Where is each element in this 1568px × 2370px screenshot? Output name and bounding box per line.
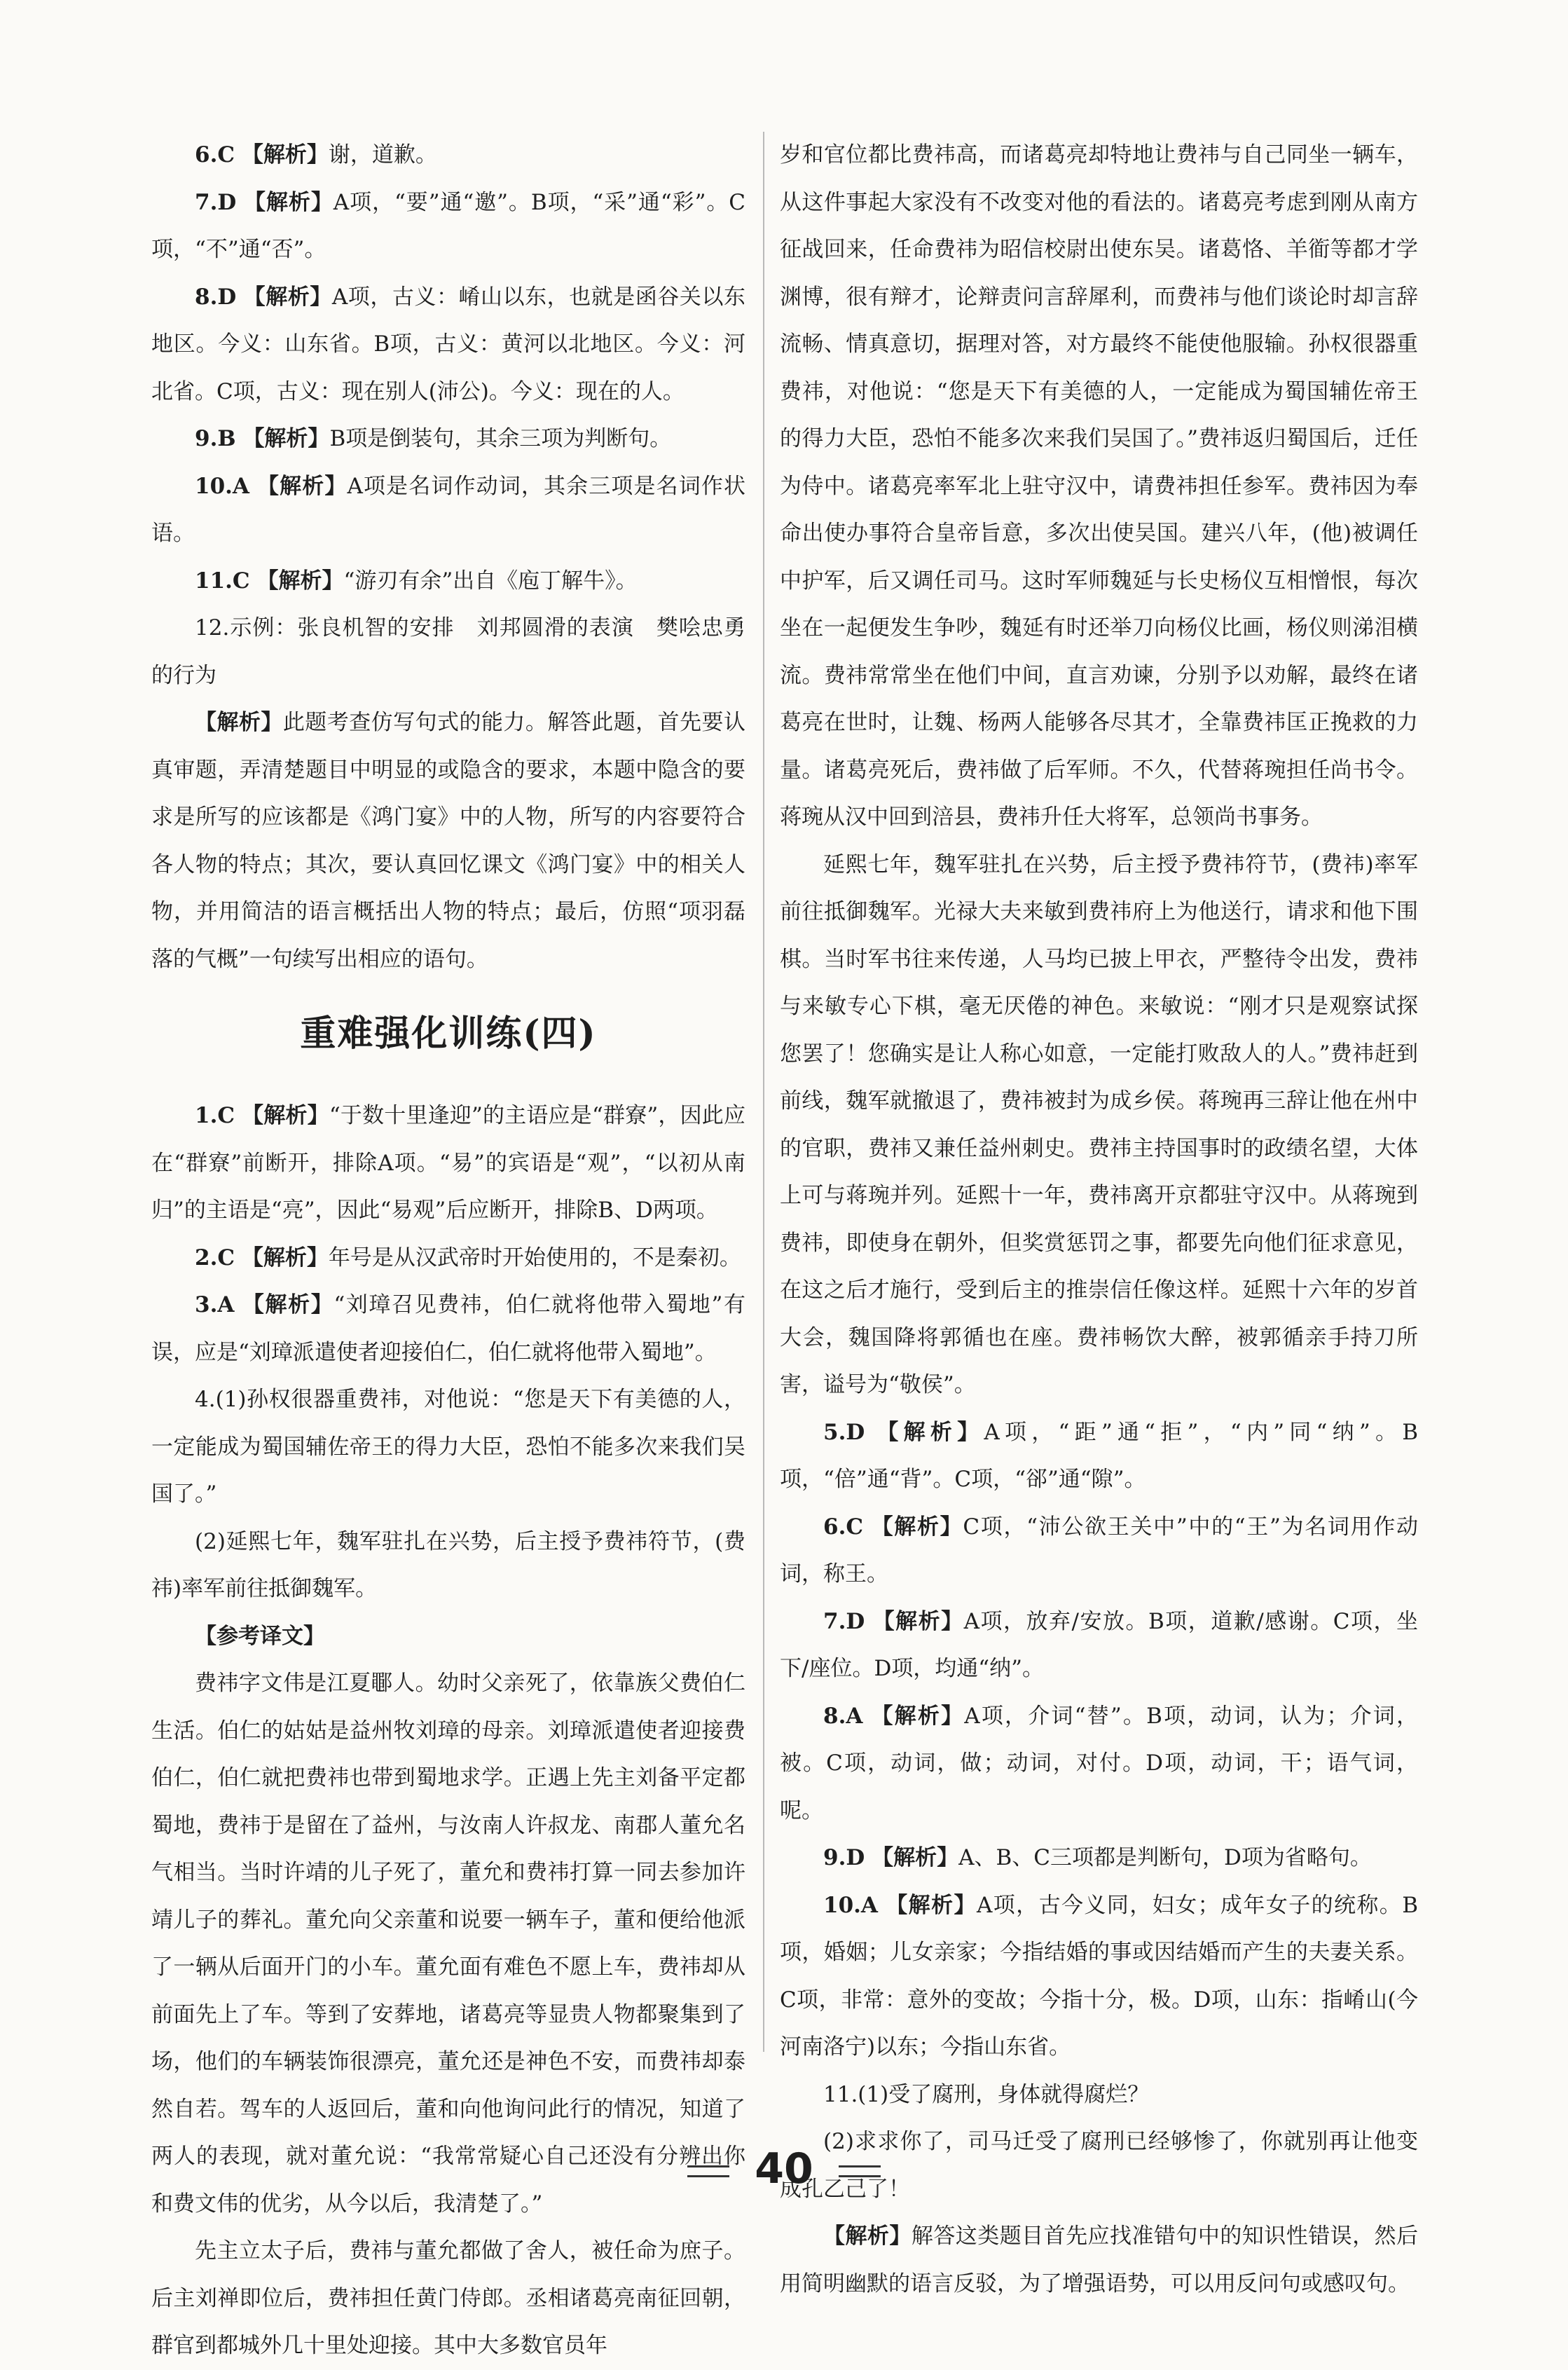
paragraph-text: (2)延熙七年，魏军驻扎在兴势，后主授予费祎符节，(费祎)率军前往抵御魏军。 <box>151 1528 745 1601</box>
question-number: 7.D <box>195 189 237 215</box>
analysis-label: 【解析】 <box>242 1103 329 1128</box>
paragraph-text: 12.示例：张良机智的安排 刘邦圆滑的表演 樊哙忠勇的行为 <box>151 615 745 688</box>
paragraph-text: (2)求求你了，司马迁受了腐刑已经够惨了，你就别再让他变成孔乙己了！ <box>780 2129 1418 2202</box>
paragraph <box>151 605 745 699</box>
paragraph <box>151 1613 745 1661</box>
analysis-label: 【解析】 <box>242 426 330 451</box>
paragraph-text: 先主立太子后，费祎与董允都做了舍人，被任命为庶子。后主刘禅即位后，费祎担任黄门侍郎。丞相诸葛亮南征回朝，群官到都城外几十里处迎接。其中大多数官员年 <box>151 2238 745 2358</box>
paragraph <box>780 1882 1418 2071</box>
question-number: 1.C <box>195 1103 235 1128</box>
paragraph-text: A项，古今义同，妇女；成年女子的统称。B项，婚姻；儿女亲家；今指结婚的事或因结婚而产生的夫妻关系。C项，非常：意外的变故；今指十分，极。D项，山东：指崤山(今河南洛宁)以东；今指山东省。 <box>780 1892 1419 2060</box>
question-number: 8.D <box>195 284 237 310</box>
paragraph <box>151 558 745 605</box>
question-number: 8.A <box>823 1703 863 1729</box>
paragraph <box>151 1519 745 1613</box>
analysis-label: 【解析】 <box>872 1608 964 1634</box>
paragraph-text: A项，“距”通“拒”，“内”同“纳”。B项，“倍”通“背”。C项，“郤”通“隙”。 <box>780 1419 1419 1492</box>
paragraph-text: 费祎字文伟是江夏鄳人。幼时父亲死了，依靠族父费伯仁生活。伯仁的姑姑是益州牧刘璋的母亲。刘璋派遣使者迎接费伯仁，伯仁就把费祎也带到蜀地求学。正遇上先主刘备平定都蜀地，费祎于是留在了益州，与汝南人许叔龙、南郡人董允名气相当。当时许靖的儿子死了，董允和费祎打算一同去参加许靖儿子的葬礼。董允向父亲董和说要一辆车子，董和便给他派了一辆从后面开门的小车。董允面有难色不愿上车，费祎却从前面先上了车。等到了安葬地，诸葛亮等显贵人物都聚集到了场，他们的车辆装饰很漂亮，董允还是神色不安，而费祎却泰然自若。驾车的人返回后，董和向他询问此行的情况，知道了两人的表现，就对董允说：“我常常疑心自己还没有分辨出你和费文伟的优劣，从今以后，我清楚了。” <box>151 1671 745 2217</box>
paragraph-text: “于数十里逢迎”的主语应是“群寮”，因此应在“群寮”前断开，排除A项。“易”的宾语是“观”，“以初从南归”的主语是“亮”，因此“易观”后应断开，排除B、D两项。 <box>151 1103 745 1223</box>
question-number: 9.D <box>823 1845 865 1870</box>
paragraph <box>780 2213 1418 2308</box>
paragraph-text: 11.(1)受了腐刑，身体就得腐烂？ <box>823 2081 1150 2107</box>
paragraph-text: A项，“要”通“邀”。B项，“采”通“彩”。C项，“不”通“否”。 <box>151 189 746 262</box>
question-number: 7.D <box>823 1608 865 1634</box>
paragraph <box>151 1092 745 1235</box>
analysis-label: 【解析】 <box>871 1703 965 1729</box>
paragraph <box>151 1660 745 2228</box>
paragraph-text: A项是名词作动词，其余三项是名词作状语。 <box>151 473 746 546</box>
question-number: 5.D <box>823 1419 865 1445</box>
paragraph <box>780 1598 1418 1693</box>
question-number: 11.C <box>195 568 250 594</box>
column-divider <box>763 132 764 2052</box>
paragraph <box>151 179 745 274</box>
page-footer <box>0 2144 1568 2193</box>
paragraph <box>780 1835 1418 1882</box>
footer-ornament-left <box>687 2165 729 2177</box>
paragraph-text: B项是倒装句，其余三项为判断句。 <box>329 426 672 451</box>
paragraph <box>151 274 745 416</box>
paragraph-text: A项，放弃/安放。B项，道歉/感谢。C项，坐下/座位。D项，均通“纳”。 <box>780 1608 1419 1681</box>
paragraph <box>151 699 745 983</box>
paragraph-text: C项，“沛公欲王关中”中的“王”为名词用作动词，称王。 <box>780 1514 1418 1587</box>
paragraph <box>780 1409 1418 1504</box>
analysis-label: 【解析】 <box>241 1245 329 1270</box>
paragraph <box>780 132 1418 842</box>
question-number: 6.C <box>195 142 235 167</box>
paragraph <box>151 416 745 463</box>
analysis-label: 【解析】 <box>823 2224 912 2249</box>
paragraph-text: 年号是从汉武帝时开始使用的，不是秦初。 <box>328 1245 741 1270</box>
paragraph-text: 此题考查仿写句式的能力。解答此题，首先要认真审题，弄清楚题目中明显的或隐含的要求，本题中隐含的要求是所写的应该都是《鸿门宴》中的人物，所写的内容要符合各人物的特点；其次，要认真回忆课文《鸿门宴》中的相关人物，并用简洁的语言概括出人物的特点；最后，仿照“项羽磊落的气概”一句续写出相应的语句。 <box>151 710 746 972</box>
analysis-label: 【解析】 <box>876 1419 984 1445</box>
paragraph <box>780 2071 1418 2119</box>
section-heading: 重难强化训练(四) <box>300 1013 597 1055</box>
analysis-label: 【解析】 <box>256 568 344 594</box>
footer-ornament-right <box>839 2165 881 2177</box>
analysis-label: 【解析】 <box>244 189 333 215</box>
paragraph-text: 延熙七年，魏军驻扎在兴势，后主授予费祎符节，(费祎)率军前往抵御魏军。光禄大夫来敏到费祎府上为他送行，请求和他下围棋。当时军书往来传递，人马均已披上甲衣，严整待令出发，费祎与来敏专心下棋，毫无厌倦的神色。来敏说：“刚才只是观察试探您罢了！您确实是让人称心如意，一定能打败敌人的人。”费祎赶到前线，魏军就撤退了，费祎被封为成乡侯。蒋琬再三辞让他在州中的官职，费祎又兼任益州刺史。费祎主持国事时的政绩名望，大体上可与蒋琬并列。延熙十一年，费祎离开京都驻守汉中。从蒋琬到费祎，即使身在朝外，但奖赏惩罚之事，都要先向他们征求意见，在这之后才施行，受到后主的推崇信任像这样。延熙十六年的岁首大会，魏国降将郭循也在座。费祎畅饮大醉，被郭循亲手持刀所害，谥号为“敬侯”。 <box>780 851 1418 1397</box>
paragraph-text: 解答这类题目首先应找准错句中的知识性错误，然后用简明幽默的语言反驳，为了增强语势，可以用反问句或感叹句。 <box>780 2224 1419 2296</box>
left-column <box>151 132 745 2370</box>
paragraph <box>780 1693 1418 1835</box>
paragraph <box>780 842 1418 1409</box>
question-number: 10.A <box>195 473 249 499</box>
analysis-label: 【解析】 <box>886 1892 977 1918</box>
analysis-label: 【解析】 <box>241 142 329 167</box>
paragraph-text: A项，古义：崤山以东，也就是函谷关以东地区。今义：山东省。B项，古义：黄河以北地区。今义：河北省。C项，古义：现在别人(沛公)。今义：现在的人。 <box>151 284 746 404</box>
question-number: 10.A <box>823 1892 878 1918</box>
analysis-label: 【解析】 <box>871 1514 963 1540</box>
paragraph <box>151 1235 745 1282</box>
question-number: 2.C <box>195 1245 235 1270</box>
question-number: 6.C <box>823 1514 864 1540</box>
paragraph <box>151 1376 745 1519</box>
paragraph <box>780 1504 1418 1598</box>
paragraph-text: “游刃有余”出自《庖丁解牛》。 <box>343 568 638 594</box>
paragraph-text: A、B、C三项都是判断句，D项为省略句。 <box>958 1845 1372 1870</box>
question-number: 9.B <box>195 426 236 451</box>
analysis-label: 【解析】 <box>195 710 283 735</box>
analysis-label: 【解析】 <box>242 1292 334 1317</box>
paragraph-text: 岁和官位都比费祎高，而诸葛亮却特地让费祎与自己同坐一辆车，从这件事起大家没有不改变对他的看法的。诸葛亮考虑到刚从南方征战回来，任命费祎为昭信校尉出使东吴。诸葛恪、羊衜等都才学渊博，很有辩才，论辩责问言辞犀利，而费祎与他们谈论时却言辞流畅、情真意切，据理对答，对方最终不能使他服输。孙权很器重费祎，对他说：“您是天下有美德的人，一定能成为蜀国辅佐帝王的得力大臣，恐怕不能多次来我们吴国了。”费祎返归蜀国后，迁任为侍中。诸葛亮率军北上驻守汉中，请费祎担任参军。费祎因为奉命出使办事符合皇帝旨意，多次出使吴国。建兴八年，(他)被调任中护军，后又调任司马。这时军师魏延与长史杨仪互相憎恨，每次坐在一起便发生争吵，魏延有时还举刀向杨仪比画，杨仪则涕泪横流。费祎常常坐在他们中间，直言劝谏，分别予以劝解，最终在诸葛亮在世时，让魏、杨两人能够各尽其才，全靠费祎匡正挽救的力量。诸葛亮死后，费祎做了后军师。不久，代替蒋琬担任尚书令。蒋琬从汉中回到涪县，费祎升任大将军，总领尚书事务。 <box>780 142 1418 830</box>
analysis-label: 【解析】 <box>243 284 332 310</box>
analysis-label: 【参考译文】 <box>195 1623 325 1649</box>
paragraph-text: 4.(1)孙权很器重费祎，对他说：“您是天下有美德的人，一定能成为蜀国辅佐帝王的得力大臣，恐怕不能多次来我们吴国了。” <box>151 1387 745 1507</box>
paragraph-text: A项，介词“替”。B项，动词，认为；介词，被。C项，动词，做；动词，对付。D项，动词，干；语气词，呢。 <box>780 1703 1419 1823</box>
right-column <box>780 132 1418 2308</box>
paragraph <box>151 2228 745 2370</box>
question-number: 3.A <box>195 1292 235 1317</box>
analysis-label: 【解析】 <box>256 473 348 499</box>
paragraph <box>151 132 745 179</box>
page-number: 40 <box>755 2144 813 2193</box>
paragraph <box>151 1282 745 1376</box>
paragraph-text: “刘璋召见费祎，伯仁就将他带入蜀地”有误，应是“刘璋派遣使者迎接伯仁，伯仁就将他带入蜀地”。 <box>151 1292 745 1365</box>
paragraph <box>151 463 745 558</box>
paragraph-text: 谢，道歉。 <box>328 142 437 167</box>
analysis-label: 【解析】 <box>872 1845 959 1870</box>
